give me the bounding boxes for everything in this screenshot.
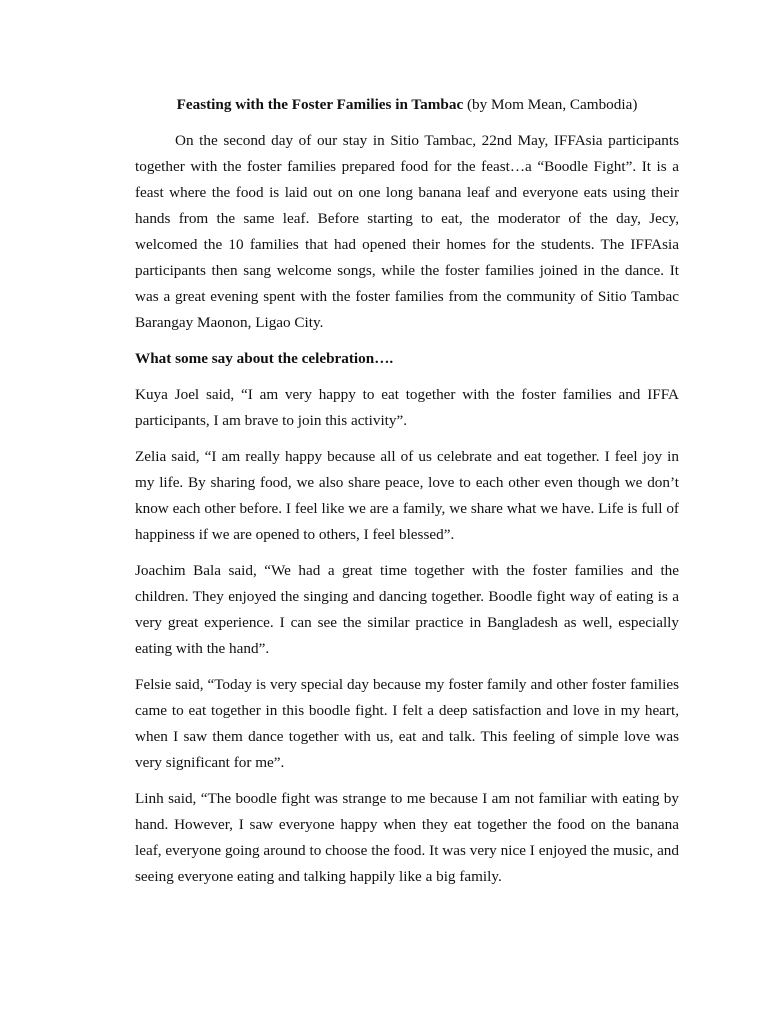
section-heading: What some say about the celebration…. (135, 350, 394, 367)
quote-paragraph: Felsie said, “Today is very special day because my foster family and other foster families came to eat together in this boodle fight. I felt a deep satisfaction and love in my heart, when I saw them dance together with us, eat and talk. This feeling of simple love was very significant for me”. (135, 676, 679, 771)
title-byline: (by Mom Mean, Cambodia) (463, 96, 638, 113)
quote-paragraph: Joachim Bala said, “We had a great time together with the foster families and the children. They enjoyed the singing and dancing together. Boodle fight way of eating is a very great experience. I can see the similar practice in Bangladesh as well, especially eating with the hand”. (135, 562, 679, 657)
document-body (135, 92, 679, 900)
document-title (135, 92, 679, 118)
intro-paragraph: On the second day of our stay in Sitio Tambac, 22nd May, IFFAsia participants together with the foster families prepared food for the feast…a “Boodle Fight”. It is a feast where the food is laid out on one long banana leaf and everyone eats using their hands from the same leaf. Before starting to eat, the moderator of the day, Jecy, welcomed the 10 families that had opened their homes for the students. The IFFAsia participants then sang welcome songs, while the foster families joined in the dance. It was a great evening spent with the foster families from the community of Sitio Tambac Barangay Maonon, Ligao City. (135, 132, 679, 331)
title-main: Feasting with the Foster Families in Tambac (176, 96, 464, 113)
quote-paragraph: Linh said, “The boodle fight was strange to me because I am not familiar with eating by hand. However, I saw everyone happy when they eat together the food on the banana leaf, everyone going around to choose the food. It was very nice I enjoyed the music, and seeing everyone eating and talking happily like a big family. (135, 790, 679, 885)
quote-paragraph: Zelia said, “I am really happy because all of us celebrate and eat together. I feel joy in my life. By sharing food, we also share peace, love to each other even though we don’t know each other before. I feel like we are a family, we share what we have. Life is full of happiness if we are opened to others, I feel blessed”. (135, 448, 679, 543)
quote-paragraph: Kuya Joel said, “I am very happy to eat together with the foster families and IFFA participants, I am brave to join this activity”. (135, 386, 679, 429)
